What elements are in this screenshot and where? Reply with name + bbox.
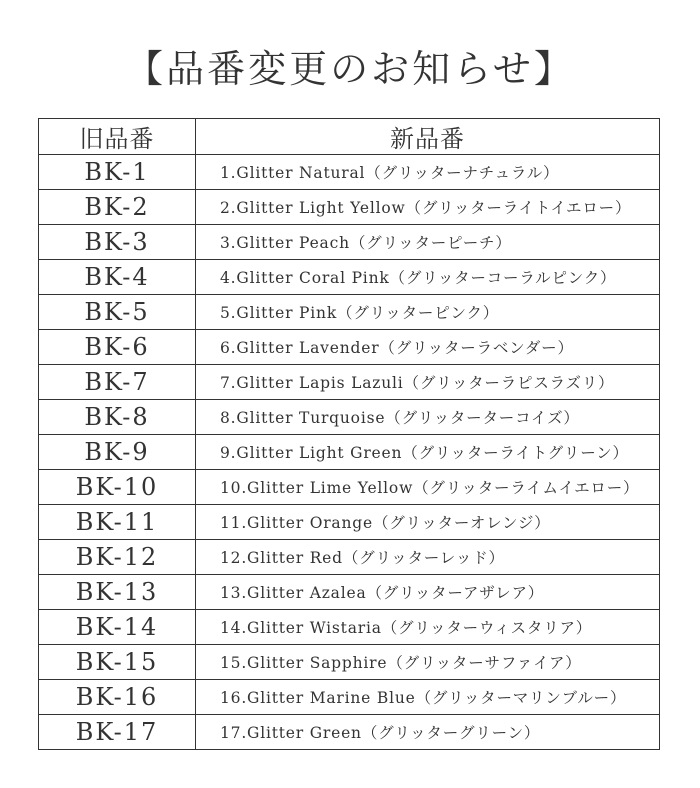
new-product-number: 10.Glitter Lime Yellow（グリッターライムイエロー） [196, 470, 660, 505]
new-product-number: 8.Glitter Turquoise（グリッターターコイズ） [196, 400, 660, 435]
new-product-number: 12.Glitter Red（グリッターレッド） [196, 540, 660, 575]
old-product-number: BK-8 [39, 400, 196, 435]
table-row [39, 680, 660, 715]
table-row [39, 295, 660, 330]
old-product-number: BK-5 [39, 295, 196, 330]
table-row [39, 400, 660, 435]
old-product-number: BK-15 [39, 645, 196, 680]
new-product-number: 4.Glitter Coral Pink（グリッターコーラルピンク） [196, 260, 660, 295]
old-product-number: BK-3 [39, 225, 196, 260]
table-row [39, 575, 660, 610]
old-product-number: BK-9 [39, 435, 196, 470]
old-product-number: BK-14 [39, 610, 196, 645]
table-row [39, 610, 660, 645]
table-body [39, 155, 660, 750]
new-product-number: 15.Glitter Sapphire（グリッターサファイア） [196, 645, 660, 680]
old-product-number: BK-1 [39, 155, 196, 190]
old-product-number: BK-10 [39, 470, 196, 505]
table-row [39, 330, 660, 365]
new-product-number: 11.Glitter Orange（グリッターオレンジ） [196, 505, 660, 540]
new-product-number: 13.Glitter Azalea（グリッターアザレア） [196, 575, 660, 610]
table-row [39, 435, 660, 470]
table-row [39, 190, 660, 225]
old-product-number: BK-11 [39, 505, 196, 540]
old-product-number: BK-2 [39, 190, 196, 225]
new-product-number: 14.Glitter Wistaria（グリッターウィスタリア） [196, 610, 660, 645]
new-product-number: 16.Glitter Marine Blue（グリッターマリンブルー） [196, 680, 660, 715]
old-product-number: BK-7 [39, 365, 196, 400]
old-product-number: BK-16 [39, 680, 196, 715]
old-product-number: BK-13 [39, 575, 196, 610]
table-row [39, 155, 660, 190]
page-title: 【品番変更のお知らせ】 [125, 47, 575, 91]
new-product-number: 9.Glitter Light Green（グリッターライトグリーン） [196, 435, 660, 470]
table-row [39, 715, 660, 750]
table-row [39, 470, 660, 505]
new-product-number: 6.Glitter Lavender（グリッターラベンダー） [196, 330, 660, 365]
table-row [39, 225, 660, 260]
table-header-row [39, 119, 660, 155]
table-row [39, 505, 660, 540]
old-product-number: BK-6 [39, 330, 196, 365]
new-product-number: 17.Glitter Green（グリッターグリーン） [196, 715, 660, 750]
table-row [39, 260, 660, 295]
old-product-number: BK-12 [39, 540, 196, 575]
new-product-number: 5.Glitter Pink（グリッターピンク） [196, 295, 660, 330]
old-product-number: BK-4 [39, 260, 196, 295]
table-row [39, 645, 660, 680]
new-product-number: 3.Glitter Peach（グリッターピーチ） [196, 225, 660, 260]
new-product-number: 2.Glitter Light Yellow（グリッターライトイエロー） [196, 190, 660, 225]
new-product-number: 1.Glitter Natural（グリッターナチュラル） [196, 155, 660, 190]
table-row [39, 365, 660, 400]
header-old-number: 旧品番 [39, 119, 196, 155]
product-number-table [38, 118, 660, 750]
old-product-number: BK-17 [39, 715, 196, 750]
header-new-number: 新品番 [196, 119, 660, 155]
table-row [39, 540, 660, 575]
new-product-number: 7.Glitter Lapis Lazuli（グリッターラピスラズリ） [196, 365, 660, 400]
